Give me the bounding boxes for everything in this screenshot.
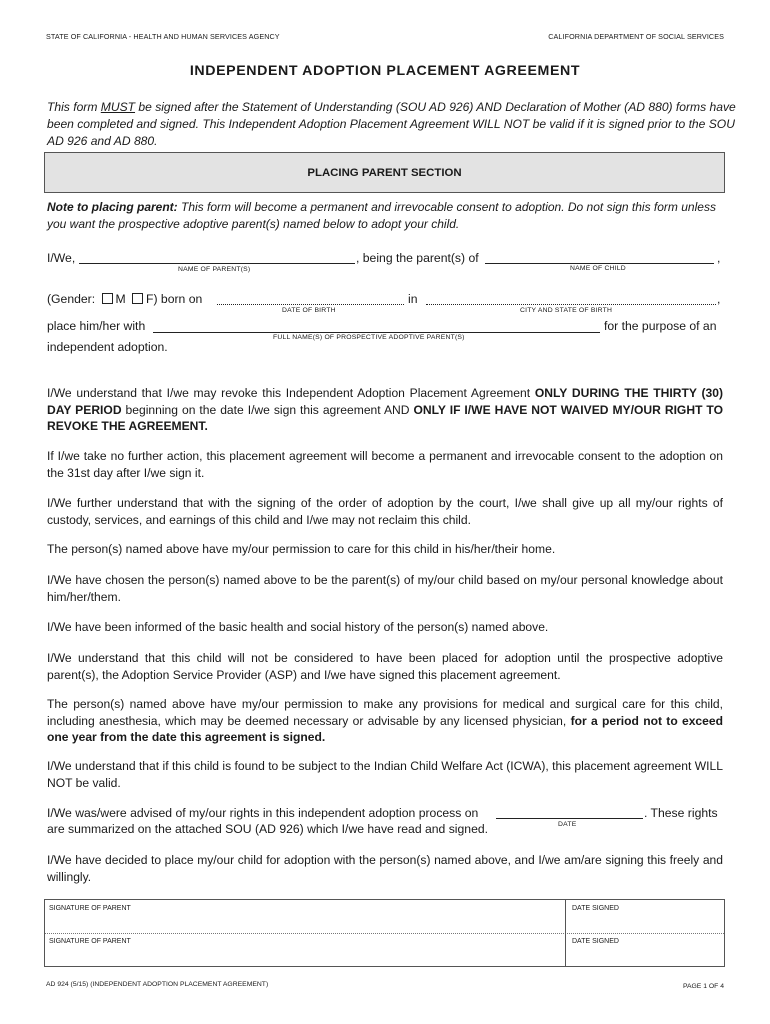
revocation-paragraph: I/We understand that I/we may revoke this Independent Adoption Placement Agreement ONLY DURING THE THIRTY (30) DAY PERIOD beginning on the date I/we sign this agreement AND ONLY IF I/WE HAVE NOT WAIVED MY/OUR RIGHT TO REVOKE THE AGREEMENT. (47, 386, 724, 434)
placement-paragraph: I/We understand that this child will not be considered to have been placed for adoption until the prospective adoptive parent(s), the Adoption Service Provider (ASP) and I/we have signed this placement agreement. (47, 651, 723, 682)
name-of-child-caption: NAME OF CHILD (570, 265, 626, 272)
parent-signature-1-field[interactable]: SIGNATURE OF PARENT (45, 900, 566, 933)
gender-row: (Gender: M F) born on (47, 292, 203, 306)
independent-adoption-label: independent adoption. (47, 340, 168, 354)
date-caption: DATE (558, 821, 577, 828)
freely-willingly-paragraph: I/We have decided to place my/our child for adoption with the person(s) named above, and I/we am/are signing this freely and willingly. (47, 853, 723, 884)
date-of-birth-field[interactable] (217, 304, 404, 305)
comma-2: , (717, 292, 721, 306)
gender-female-checkbox[interactable] (132, 293, 143, 304)
agency-header: STATE OF CALIFORNIA - HEALTH AND HUMAN SERVICES AGENCY (46, 32, 280, 41)
chosen-parents-paragraph: I/We have chosen the person(s) named above to be the parent(s) of my/our child based on my/our personal knowledge about him/her/them. (47, 573, 723, 604)
for-purpose-label: for the purpose of an (604, 319, 717, 333)
date-signed-1-field[interactable]: DATE SIGNED (572, 905, 619, 912)
in-label: in (408, 292, 418, 306)
must-emphasis: MUST (100, 100, 136, 114)
child-name-field[interactable] (485, 263, 714, 264)
page-number-footer: PAGE 1 OF 4 (682, 983, 724, 990)
signature-row (45, 900, 724, 934)
care-permission-paragraph: The person(s) named above have my/our permission to care for this child in his/her/their home. (47, 542, 556, 556)
health-history-paragraph: I/We have been informed of the basic health and social history of the person(s) named above. (47, 620, 549, 634)
iwe-label: I/We, (47, 251, 76, 265)
being-parent-label: , being the parent(s) of (356, 251, 479, 265)
summarized-text: are summarized on the attached SOU (AD 926) which I/we have read and signed. (47, 822, 489, 836)
form-id-footer: AD 924 (5/15) (INDEPENDENT ADOPTION PLACEMENT AGREEMENT) (46, 981, 269, 988)
irrevocable-consent-paragraph: If I/we take no further action, this placement agreement will become a permanent and irrevocable consent to the adoption on the 31st day after I/we sign it. (47, 449, 723, 480)
date-signed-2-field[interactable]: DATE SIGNED (572, 938, 619, 945)
signature-row (45, 933, 724, 966)
note-to-placing-parent: Note to placing parent: This form will become a permanent and irrevocable consent to adoption. Do not sign this form unless you want the prospective adoptive parent(s) named below to adopt your child. (47, 200, 716, 231)
form-title: INDEPENDENT ADOPTION PLACEMENT AGREEMENT (189, 63, 581, 79)
adoptive-parents-caption: FULL NAME(S) OF PROSPECTIVE ADOPTIVE PARENT(S) (273, 334, 465, 341)
these-rights-text: . These rights (644, 806, 718, 820)
medical-care-paragraph: The person(s) named above have my/our permission to make any provisions for medical and surgical care for this child, including anesthesia, which may be deemed necessary or advisable by any licensed physician, for a period not to exceed one year from the date this agreement is signed. (47, 697, 723, 745)
advised-date-field[interactable] (496, 818, 643, 819)
custody-rights-paragraph: I/We further understand that with the signing of the order of adoption by the court, I/we shall give up all my/our rights of custody, services, and earnings of this child and I/we may not reclaim this child. (47, 496, 723, 527)
signature-table (44, 899, 725, 967)
name-of-parent-caption: NAME OF PARENT(S) (178, 266, 251, 273)
date-of-birth-caption: DATE OF BIRTH (282, 307, 336, 314)
icwa-paragraph: I/We understand that if this child is found to be subject to the Indian Child Welfare Act (ICWA), this placement agreement WILL NOT be valid. (47, 759, 723, 790)
advised-rights-text: I/We was/were advised of my/our rights in this independent adoption process on (47, 806, 479, 820)
city-state-caption: CITY AND STATE OF BIRTH (520, 307, 613, 314)
parent-signature-2-field[interactable]: SIGNATURE OF PARENT (45, 933, 566, 966)
comma-1: , (717, 251, 721, 265)
adoptive-parents-name-field[interactable] (153, 332, 600, 333)
city-state-of-birth-field[interactable] (426, 304, 716, 305)
placing-parent-section-header: PLACING PARENT SECTION (44, 152, 725, 193)
gender-male-checkbox[interactable] (102, 293, 113, 304)
place-with-label: place him/her with (47, 319, 146, 333)
department-header: CALIFORNIA DEPARTMENT OF SOCIAL SERVICES (548, 32, 724, 41)
intro-instructions: This form MUST be signed after the Statement of Understanding (SOU AD 926) AND Declaration of Mother (AD 880) forms have been completed and signed. This Independent Adoption Placement Agreement WILL NOT be valid if it is signed prior to the SOU AD 926 and AD 880. (47, 100, 736, 148)
parent-name-field[interactable] (79, 263, 355, 264)
